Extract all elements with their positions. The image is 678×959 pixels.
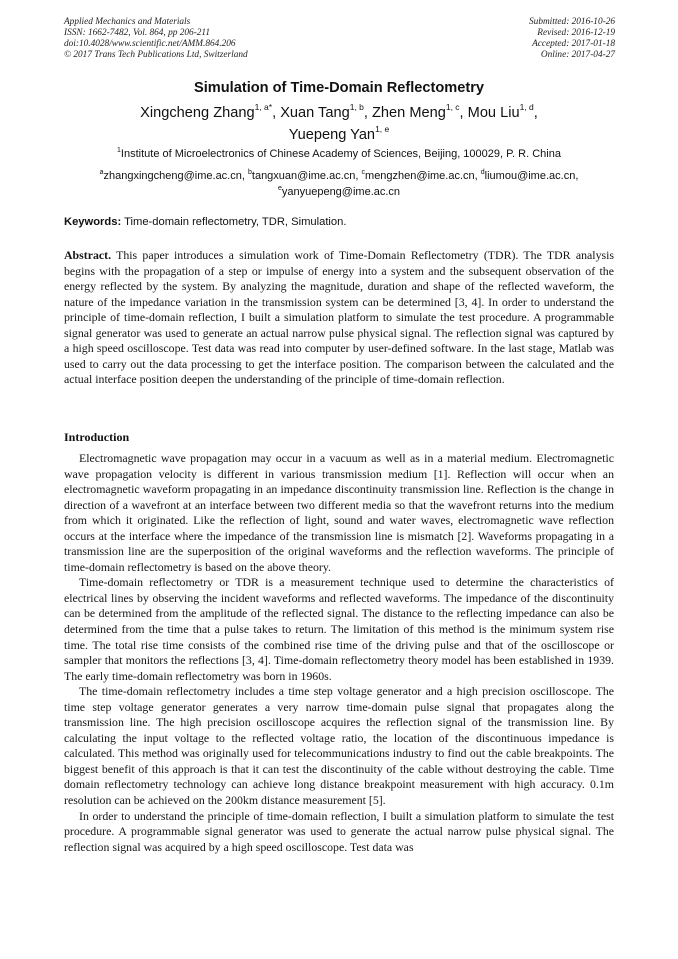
- email: $^c$mengzhen@ime.ac.cn: [361, 169, 475, 182]
- author-list: [0, 102, 678, 146]
- keywords: [64, 216, 614, 228]
- date-accepted: Accepted: 2017-01-18: [532, 38, 615, 49]
- section-heading-introduction: Introduction: [64, 430, 130, 444]
- author: Zhen Meng$^{1, c}$,: [372, 102, 468, 121]
- keywords-text: Time-domain reflectometry, TDR, Simulation.: [124, 216, 347, 228]
- date-submitted: Submitted: 2016-10-26: [529, 17, 615, 27]
- date-online: Online: 2017-04-27: [540, 49, 615, 60]
- paragraph: In order to understand the principle of time-domain reflection, I built a simulation platform to simulate the test procedure. A programmable signal generator was used to generate the actual narrow pulse physical signal. The reflection signal was acquired by a high speed oscilloscope. Test data was: [64, 808, 614, 854]
- paragraph: Electromagnetic wave propagation may occur in a vacuum as well as in a material medium. Electromagnetic wave propagation velocity is different in various transmission medium [1]. Reflection will occur when an electromagnetic waveform propagating in an impedance discontinuity transmission line. Reflection is the change in direction of a wavefront at an interface between two different media so that the wavefront returns into the medium from which it originated. Like the reflection of light, sound and water waves, electromagnetic wave reflection occurs at the interface where the impedance of the transmission line is mismatch [2]. Waveforms propagating in a transmission line are the superposition of the original waveforms and the reflection waveforms. The principle of time-domain reflectometry is based on the above theory.: [64, 451, 614, 574]
- author: Xingcheng Zhang$^{1, a*}$,: [140, 102, 281, 121]
- author-emails: $^a$zhangxingcheng@ime.ac.cn, $^b$tangxuan@ime.ac.cn, $^c$mengzhen@ime.ac.cn, $^d$liumou@ime.ac.cn, $^e$yanyuepeng@ime.ac.cn: [99, 169, 579, 198]
- paragraph: The time-domain reflectometry includes a time step voltage generator and a high precision oscilloscope. The time step voltage generator generates a very narrow time-domain pulse signal that propagates along the transmission line. The high precision oscilloscope acquires the reflection signal of the transmission line. By calculating the input voltage to the reflected voltage ratio, the location of the discontinuous impedance is calculated. This method was originally used for telecommunications industry to find out the cable breakpoints. The biggest benefit of this approach is that it can test the discontinuity of the cable without destroying the cable. Time domain reflectometry technology can achieve long distance breakpoint measurement with high accuracy. 0.1m resolution can be achieved on the 200km distance measurement [5].: [64, 684, 614, 808]
- journal-copyright: © 2017 Trans Tech Publications Ltd, Switzerland: [64, 49, 248, 60]
- date-revised: Revised: 2016-12-19: [537, 27, 615, 38]
- author: Mou Liu$^{1, d}$,: [467, 102, 538, 121]
- abstract-text: This paper introduces a simulation work of Time-Domain Reflectometry (TDR). The TDR analysis begins with the propagation of a step or impulse of energy into a system and the subsequent observation of the energy reflected by the system. By analyzing the magnitude, duration and shape of the reflected waveform, the nature of the impedance variation in the transmission system can be determined [3, 4]. In order to understand the principle of time-domain reflection, I built a simulation platform to simulate the test procedure. A programmable signal generator was used to generate an actual narrow pulse physical signal. The reflection signal was captured by a high speed oscilloscope. Test data was read into computer by user-defined software. In the last stage, Matlab was used to carry out the data processing to get the interface position. The comparison between the calculated and the actual interface position deepen the understanding of the principle of time-domain reflection.: [64, 248, 614, 387]
- author: Xuan Tang$^{1, b}$,: [280, 102, 373, 121]
- email: $^b$tangxuan@ime.ac.cn: [247, 169, 356, 182]
- email: $^a$zhangxingcheng@ime.ac.cn: [99, 169, 242, 182]
- journal-issn: ISSN: 1662-7482, Vol. 864, pp 206-211: [64, 27, 210, 38]
- author: Yuepeng Yan$^{1, e}$: [288, 124, 390, 143]
- abstract-label: Abstract.: [64, 248, 112, 262]
- email: $^d$liumou@ime.ac.cn: [480, 169, 576, 182]
- journal-name: Applied Mechanics and Materials: [64, 17, 191, 27]
- introduction-body: [64, 451, 614, 855]
- keywords-label: Keywords:: [64, 216, 122, 228]
- paragraph: Time-domain reflectometry or TDR is a measurement technique used to determine the characteristics of electrical lines by observing the incident waveforms and reflected waveforms. The impedance of the discontinuity can be determined from the amplitude of the reflected signal. The distance to the reflecting impedance can also be determined from the time that a pulse takes to return. The limitation of this method is the minimum system rise time. The total rise time consists of the combined rise time of the driving pulse and that of the oscilloscope or sampler that monitors the reflections [3, 4]. Time-domain reflectometry theory model has been established in 1939. The early time-domain reflectometry was born in 1960s.: [64, 575, 614, 683]
- email: $^e$yanyuepeng@ime.ac.cn: [277, 185, 401, 198]
- affiliation: $^1$Institute of Microelectronics of Chinese Academy of Sciences, Beijing, 100029, P. R. China: [117, 147, 561, 160]
- journal-info: [64, 17, 248, 61]
- submission-dates: [529, 17, 615, 61]
- paper-title: Simulation of Time-Domain Reflectometry: [193, 80, 485, 96]
- abstract: [64, 248, 614, 388]
- journal-doi: doi:10.4028/www.scientific.net/AMM.864.206: [64, 38, 236, 49]
